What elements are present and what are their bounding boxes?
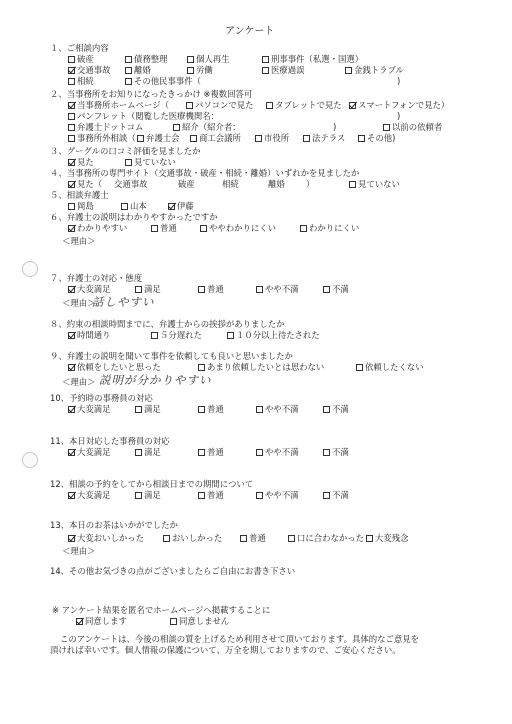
q1-checkbox[interactable] [68, 56, 75, 63]
q11-option: 大変満足 [77, 447, 111, 457]
q12-checkbox[interactable] [256, 492, 263, 499]
q5-option: 岡島 [77, 201, 94, 211]
q2-checkbox[interactable] [266, 102, 273, 109]
q13-title: 13、本日のお茶はいかがでしたか [50, 520, 178, 530]
q6-title: ６、弁護士の説明はわかりやすかったですか [50, 212, 218, 222]
q1-checkbox[interactable] [345, 67, 352, 74]
q2-option: 弁護士ドットコム [77, 122, 144, 132]
q1-checkbox-checked[interactable] [68, 67, 75, 74]
q7-reason-label: ＜理由＞ [62, 298, 96, 308]
q4-option: 離婚 [268, 179, 285, 189]
q2-option: 事務所外相談（ [77, 133, 136, 143]
q2-checkbox-checked[interactable] [68, 102, 75, 109]
q4-title: ４、当事務所の専門サイト（交通事故・破産・相続・離婚）いずれかを見ましたか [50, 168, 360, 178]
q1-option: 破産 [77, 54, 94, 64]
q1-option: ) [397, 76, 401, 86]
q6-option: 普通 [160, 223, 177, 233]
q9-option: 依頼したくない [365, 362, 424, 372]
q13-option: 普通 [249, 533, 266, 543]
q11-checkbox-checked[interactable] [68, 449, 75, 456]
q2-option: その他) [367, 133, 396, 143]
q12-checkbox[interactable] [135, 492, 142, 499]
q5-title: ５、相談弁護士 [50, 190, 109, 200]
q3-checkbox-checked[interactable] [68, 159, 75, 166]
q11-option: 満足 [144, 447, 161, 457]
q6-option: わかりやすい [77, 223, 128, 233]
q11-option: やや不満 [265, 447, 299, 457]
q1-checkbox[interactable] [262, 67, 269, 74]
consent-disagree-label: 同意しません [179, 616, 230, 626]
q12-option: 普通 [207, 490, 224, 500]
q13-option: 口に合わなかった [297, 533, 364, 543]
q2-option: スマートフォンで見た） [358, 100, 450, 110]
q11-checkbox[interactable] [135, 449, 142, 456]
consent-disagree-checkbox[interactable] [170, 618, 177, 625]
q7-checkbox[interactable] [256, 286, 263, 293]
q4-option: 破産 [178, 179, 195, 189]
q2-checkbox[interactable] [255, 135, 262, 142]
q1-checkbox[interactable] [125, 78, 132, 85]
q7-checkbox[interactable] [135, 286, 142, 293]
q10-checkbox[interactable] [135, 406, 142, 413]
q7-checkbox[interactable] [198, 286, 205, 293]
q4-option: ） [306, 179, 315, 189]
q2-option: パソコンで見た [195, 100, 254, 110]
q12-option: 大変満足 [77, 490, 111, 500]
q3-checkbox[interactable] [125, 159, 132, 166]
consent-title: ※ アンケート結果を匿名でホームページへ掲載することに [52, 605, 271, 615]
q9-handwritten-reason: 説明が分かりやすい [99, 373, 212, 387]
q1-checkbox[interactable] [187, 56, 194, 63]
q1-checkbox[interactable] [187, 67, 194, 74]
q13-reason-label: ＜理由＞ [62, 546, 96, 556]
q10-option: やや不満 [265, 404, 299, 414]
q8-checkbox[interactable] [151, 332, 158, 339]
q12-checkbox-checked[interactable] [68, 492, 75, 499]
q6-checkbox[interactable] [200, 225, 207, 232]
q1-option: 労働 [196, 65, 213, 75]
q3-option: 見た [77, 157, 94, 167]
q11-checkbox[interactable] [256, 449, 263, 456]
q13-checkbox[interactable] [163, 535, 170, 542]
q2-checkbox[interactable] [186, 102, 193, 109]
q3-title: ３、グーグルの口コミ評価を見ましたか [50, 146, 201, 156]
q2-option: パンフレット（閲覧した医療機関名： [77, 111, 219, 121]
q8-title: ８、約束の相談時間までに、弁護士からの挨拶がありましたか [50, 319, 285, 329]
q5-option: 伊藤 [177, 201, 194, 211]
q2-checkbox[interactable] [190, 135, 197, 142]
q14-title: 14、その他お気づきの点がございましたらご自由にお書き下さい [50, 566, 296, 576]
q10-title: 10、予約時の事務員の対応 [50, 393, 153, 403]
q12-option: やや不満 [265, 490, 299, 500]
q1-option: 個人再生 [196, 54, 230, 64]
q9-title: ９、弁護士の説明を聞いて事件を依頼しても良いと思いましたか [50, 351, 293, 361]
q10-option: 普通 [207, 404, 224, 414]
q7-title: ７、弁護士の対応・態度 [50, 273, 143, 283]
q7-option: 大変満足 [77, 284, 111, 294]
q2-checkbox[interactable] [383, 124, 390, 131]
q13-option: 大変おいしかった [77, 533, 144, 543]
q2-option: 以前の依頼者 [392, 122, 443, 132]
q7-option: 満足 [144, 284, 161, 294]
q8-option: １０分以上待たされた [236, 330, 320, 340]
q2-checkbox[interactable] [137, 135, 144, 142]
q8-option: 時間通り [77, 330, 111, 340]
q7-option: やや不満 [265, 284, 299, 294]
q11-checkbox[interactable] [198, 449, 205, 456]
q4-option: 相続 [222, 179, 239, 189]
q6-checkbox-checked[interactable] [68, 225, 75, 232]
footer-line-2: 頂ければ幸いです。個人情報の保護について、万全を期しておりますので、ご安心ください。 [50, 645, 401, 655]
q2-option: ) [397, 111, 401, 121]
q2-option: 弁護士会 [146, 133, 180, 143]
q2-option: 当事務所ホームページ（ [77, 100, 169, 110]
q7-checkbox[interactable] [323, 286, 330, 293]
q13-option: 大変残念 [375, 533, 409, 543]
q2-title: ２、当事務所をお知りになったきっかけ ※複数回答可 [50, 89, 253, 99]
consent-agree-label: 同意します [85, 616, 127, 626]
q6-checkbox[interactable] [151, 225, 158, 232]
q2-option: ) [333, 122, 337, 132]
page-title: アンケート [225, 26, 275, 37]
q3-option: 見ていない [134, 157, 176, 167]
q1-option: 医療過誤 [271, 65, 305, 75]
q2-option: タブレットで見た [275, 100, 342, 110]
q7-handwritten-reason: 話しやすい [92, 295, 155, 309]
q7-option: 不満 [332, 284, 349, 294]
q2-checkbox[interactable] [68, 135, 75, 142]
q9-checkbox[interactable] [198, 364, 205, 371]
q1-checkbox[interactable] [262, 56, 269, 63]
q10-checkbox[interactable] [198, 406, 205, 413]
q12-option: 満足 [144, 490, 161, 500]
q10-checkbox[interactable] [256, 406, 263, 413]
q6-option: わかりにくい [309, 223, 360, 233]
q13-checkbox-checked[interactable] [68, 535, 75, 542]
q5-option: 山本 [130, 201, 147, 211]
q1-checkbox[interactable] [125, 67, 132, 74]
q6-checkbox[interactable] [300, 225, 307, 232]
q6-option: ややわかりにくい [209, 223, 276, 233]
q1-option: 離婚 [134, 65, 151, 75]
q1-checkbox[interactable] [125, 56, 132, 63]
q2-checkbox[interactable] [68, 124, 75, 131]
binder-hole-bottom [22, 452, 38, 468]
q11-option: 不満 [332, 447, 349, 457]
q4-option: 交通事故 [114, 179, 148, 189]
q2-option: 商工会議所 [199, 133, 241, 143]
q2-checkbox[interactable] [303, 135, 310, 142]
q6-reason-label: ＜理由＞ [62, 236, 96, 246]
q1-title: １、ご相談内容 [50, 43, 109, 53]
consent-agree-checkbox-checked[interactable] [76, 618, 83, 625]
footer-line-1: このアンケートは、今後の相談の質を上げるため利用させて頂いております。具体的なご意見を [60, 634, 419, 644]
q13-checkbox[interactable] [288, 535, 295, 542]
q9-option: 依頼をしたいと思った [77, 362, 161, 372]
q5-checkbox-checked[interactable] [168, 203, 175, 210]
q11-title: 11、本日対応した事務員の対応 [50, 436, 170, 446]
q2-checkbox-checked[interactable] [349, 102, 356, 109]
q10-checkbox[interactable] [323, 406, 330, 413]
q12-checkbox[interactable] [198, 492, 205, 499]
q2-option: 法テラス [312, 133, 346, 143]
q13-checkbox[interactable] [240, 535, 247, 542]
q1-option: 交通事故 [77, 65, 111, 75]
q8-checkbox[interactable] [227, 332, 234, 339]
q8-option: ５分遅れた [160, 330, 202, 340]
q2-checkbox[interactable] [68, 113, 75, 120]
q10-option: 不満 [332, 404, 349, 414]
q13-option: おいしかった [172, 533, 223, 543]
q1-option: 相続 [77, 76, 94, 86]
q11-option: 普通 [207, 447, 224, 457]
q10-checkbox-checked[interactable] [68, 406, 75, 413]
q2-option: 市役所 [264, 133, 290, 143]
q9-option: あまり依頼したいとは思わない [207, 362, 325, 372]
q2-checkbox[interactable] [358, 135, 365, 142]
q1-checkbox[interactable] [68, 78, 75, 85]
q7-option: 普通 [207, 284, 224, 294]
q1-option: 刑事事件（私選・国選） [271, 54, 364, 64]
q8-checkbox-checked[interactable] [68, 332, 75, 339]
q4-checkbox-checked[interactable] [68, 181, 75, 188]
q9-checkbox-checked[interactable] [68, 364, 75, 371]
q12-title: 12、相談の予約をしてから相談日までの期間について [50, 479, 254, 489]
q5-checkbox[interactable] [68, 203, 75, 210]
binder-hole-top [22, 261, 38, 277]
q13-checkbox[interactable] [366, 535, 373, 542]
q1-option: 債務整理 [134, 54, 168, 64]
q5-checkbox[interactable] [121, 203, 128, 210]
q7-checkbox-checked[interactable] [68, 286, 75, 293]
q12-checkbox[interactable] [323, 492, 330, 499]
q11-checkbox[interactable] [323, 449, 330, 456]
q4-option: 見ていない [358, 179, 400, 189]
q4-checkbox[interactable] [349, 181, 356, 188]
q4-option: 見た（ [77, 179, 103, 189]
q12-option: 不満 [332, 490, 349, 500]
q10-option: 満足 [144, 404, 161, 414]
q1-option: その他民事事件（ [134, 76, 201, 86]
q2-option: 紹介（紹介者： [182, 122, 241, 132]
q9-checkbox[interactable] [356, 364, 363, 371]
q2-checkbox[interactable] [173, 124, 180, 131]
q1-option: 金銭トラブル [354, 65, 404, 75]
q9-reason-label: ＜理由＞ [62, 377, 96, 387]
q10-option: 大変満足 [77, 404, 111, 414]
